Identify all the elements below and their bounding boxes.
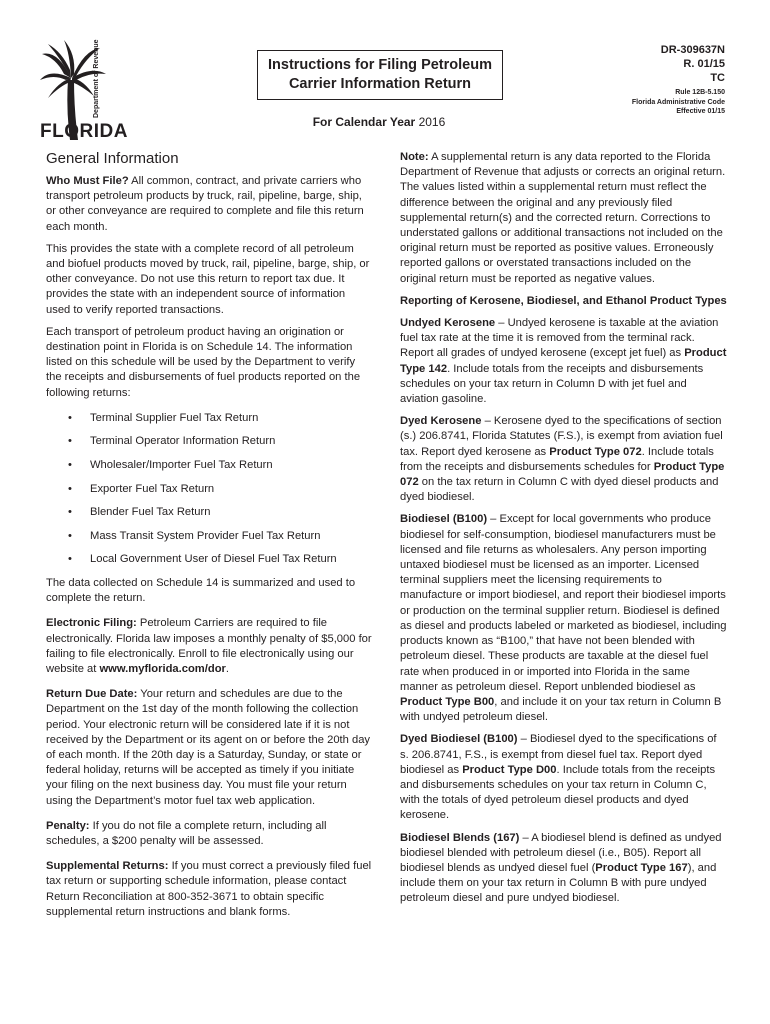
- form-identifier: [661, 43, 725, 85]
- department-of-revenue-label: Department of Revenue: [93, 39, 100, 118]
- undyed-kerosene: Undyed Kerosene – Undyed kerosene is taxable at the aviation fuel tax rate at the time it is removed from the terminal rack. Report all grades of undyed kerosene (except jet fuel) as Product Type 142. Include totals from the receipts and disbursements schedules on your tax return in Column D with jet fuel and aviation gasoline.: [400, 317, 727, 406]
- calendar-year: For Calendar Year 2016: [312, 115, 446, 129]
- penalty: Penalty: If you do not file a complete return, including all schedules, a $200 penalty will be assessed.: [46, 819, 327, 848]
- reporting-heading: Reporting of Kerosene, Biodiesel, and Ethanol Product Types: [400, 294, 727, 307]
- supplemental-returns: Supplemental Returns: If you must correct a previously filed fuel tax return or supporting schedule information, please contact Return Reconciliation at 800-352-3671 to obtain specific supplemental return instructions and blank forms.: [46, 860, 372, 918]
- website-link[interactable]: www.myflorida.com/dor: [99, 663, 226, 676]
- left-column: [46, 150, 372, 927]
- general-information-heading: General Information: [46, 150, 179, 167]
- list-item: • Terminal Operator Information Return: [46, 434, 372, 449]
- paragraph-purpose: This provides the state with a complete record of all petroleum and biofuel products moved by truck, rail, pipeline, barge, ship, or other conveyance. Do not use this return to report tax due. It provides the state with an independent source of information used to verify reported transactions.: [46, 242, 370, 316]
- calendar-year-value: 2016: [418, 115, 446, 129]
- who-must-file: Who Must File? All common, contract, and private carriers who transport petroleum products by truck, rail, pipeline, barge, ship, or other conveyance are required to complete and file this return each month.: [46, 175, 364, 233]
- list-item: • Local Government User of Diesel Fuel Tax Return: [46, 552, 372, 567]
- electronic-filing: Electronic Filing: Petroleum Carriers are required to file electronically. Florida law imposes a monthly penalty of $5,000 for failing to file electronically. Enroll to file electronically using our website at www.myflorida.com/dor.: [46, 617, 372, 676]
- biodiesel-b100: Biodiesel (B100) – Except for local governments who produce biodiesel for self-consumption, biodiesel manufacturers must be licensed and file returns as wholesalers. Any person importing untaxed biodiesel must be licensed as an importer. Licensed terminal suppliers meet the licensing requirements to manufacture or import biodiesel, and report their biodiesel imports or production on the terminal supplier return. Biodiesel is defined as diesel and products labeled or marketed as biodiesel, including products known as “B100,” that have not been blended with petroleum diesel. These products are taxable at the diesel fuel rate when produced in or imported into Florida in the same manner as petroleum diesel. Report unblended biodiesel as Product Type B00, and include it on your tax return in Column B with undyed petroleum diesel.: [400, 513, 727, 724]
- list-item: • Wholesaler/Importer Fuel Tax Return: [46, 458, 372, 473]
- biodiesel-blends: Biodiesel Blends (167) – A biodiesel blend is defined as undyed biodiesel blended with petroleum diesel (i.e., B05). Report all biodiesel blends as undyed diesel fuel (Product Type 167), and include them on your tax return in Column B with pure undyed petroleum diesel and pure undyed biodiesel.: [400, 831, 722, 905]
- florida-wordmark: FLORIDA: [40, 121, 128, 142]
- dyed-kerosene: Dyed Kerosene – Kerosene dyed to the specifications of section (s.) 206.8741, Florida Statutes (F.S.), is exempt from aviation fuel tax. Report dyed kerosene as Product Type 072. Include totals from the receipts and disbursements schedules for Product Type 072 on the tax return in Column C with dyed diesel products and dyed biodiesel.: [400, 415, 725, 504]
- document-title: [257, 50, 503, 100]
- form-revision: R. 01/15: [683, 58, 725, 70]
- form-tc: TC: [710, 72, 725, 84]
- paragraph-summary: The data collected on Schedule 14 is summarized and used to complete the return.: [46, 577, 356, 605]
- rule-reference: Rule 12B-5.150 Florida Administrative Code Effective 01/15: [631, 89, 725, 115]
- returns-list: [46, 411, 372, 568]
- list-item: • Mass Transit System Provider Fuel Tax Return: [46, 529, 372, 544]
- list-item: • Exporter Fuel Tax Return: [46, 482, 372, 497]
- return-due-date: Return Due Date: Your return and schedules are due to the Department on the 1st day of the month following the collection period. Your electronic return will be considered late if it is not received by the Department or its agent on or before the 20th day of each month. If the 20th day is a Saturday, Sunday, or state or federal holiday, returns will be accepted as timely if you initiate your filing on the next business day. You must file your return using the Department’s motor fuel tax web application.: [46, 688, 371, 807]
- list-item: • Terminal Supplier Fuel Tax Return: [46, 411, 372, 426]
- title-line-2: Carrier Information Return: [288, 76, 472, 92]
- form-number: DR-309637N: [660, 44, 725, 56]
- title-line-1: Instructions for Filing Petroleum: [268, 57, 492, 73]
- right-column: [400, 150, 727, 914]
- paragraph-schedule-14: Each transport of petroleum product having an origination or destination point in Florida is on Schedule 14. The information listed on this schedule will be used by the Department to verify the receipts and disbursements of fuel products reported on the following returns:: [46, 325, 361, 399]
- supplemental-note: Note: A supplemental return is any data reported to the Florida Department of Revenue that adjusts or corrects an original return. The values listed within a supplemental return must reflect the difference between the original and any previously filed supplemental return(s) and the corrected return. Corrections to understated gallons or additional transactions not included on the original return must be reported as positive values. Erroneously reported gallons or overstated transactions included on the original return must be reported as negative values.: [400, 151, 726, 285]
- dyed-biodiesel-b100: Dyed Biodiesel (B100) – Biodiesel dyed to the specifications of s. 206.8741, F.S., is exempt from diesel fuel tax. Report dyed biodiesel as Product Type D00. Include totals from the receipts and disbursements schedules on your tax return in Column C, with the totals of dyed petroleum diesel products and dyed kerosene.: [400, 733, 717, 822]
- list-item: • Blender Fuel Tax Return: [46, 505, 372, 520]
